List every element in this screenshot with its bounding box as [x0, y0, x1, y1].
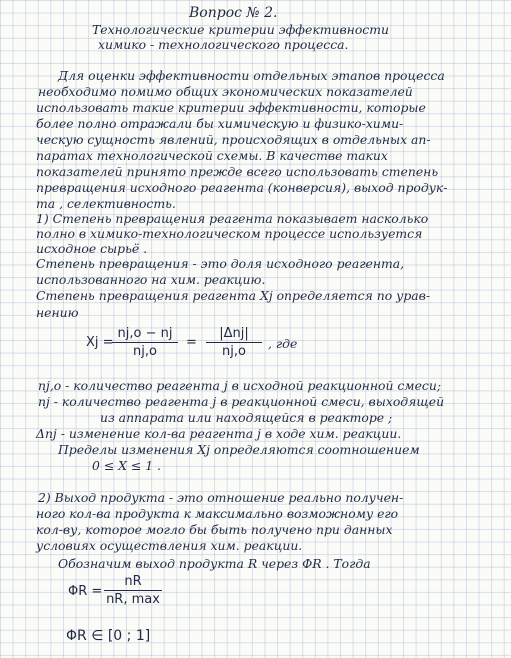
definition-line: из аппарата или находящейся в реакторе ; [100, 410, 393, 425]
fraction-bar [112, 342, 178, 343]
text-line: более полно отражали бы химическую и физико-хими- [36, 116, 404, 131]
topic-line-2: химико - технологического процесса. [98, 37, 349, 52]
text-line: Степень превращения - это доля исходного реагента, [36, 256, 405, 271]
formula-fraction [112, 326, 178, 359]
definition-line: nj,o - количество реагента j в исходной реакционной смеси; [38, 378, 442, 393]
definition-line: nj - количество реагента j в реакционной смеси, выходящей [38, 394, 445, 409]
formula-lhs: ΦR = [68, 584, 103, 599]
text-line: Обозначим выход продукта R через ΦR . Тогда [58, 556, 371, 571]
formula-fraction [206, 326, 262, 359]
formula-numerator: nj,o − nj [117, 326, 173, 341]
formula-range: ΦR ∈ [0 ; 1] [66, 628, 151, 644]
formula-denominator: nj,o [133, 344, 157, 359]
formula-equals: = [186, 335, 197, 350]
definition-line: Δnj - изменение кол-ва реагента j в ходе хим. реакции. [36, 426, 402, 441]
text-line: 1) Степень превращения реагента показывает насколько [36, 211, 429, 226]
formula-numerator: |Δnj| [219, 326, 249, 341]
text-line: ческую сущность явлений, происходящих в отдельных ап- [36, 132, 431, 147]
formula-lhs: Xj = [86, 335, 114, 350]
text-line: использованного на хим. реакцию. [36, 272, 266, 287]
text-line: Для оценки эффективности отдельных этапов процесса [58, 68, 445, 83]
text-line: паратах технологической схемы. В качестве таких [36, 148, 388, 163]
text-line: та , селективность. [36, 196, 176, 211]
text-line: необходимо помимо общих экономических показателей [38, 84, 413, 99]
definition-line: Пределы изменения Xj определяются соотношением [58, 442, 420, 457]
topic-line-1: Технологические критерии эффективности [92, 22, 389, 37]
formula-suffix: , где [268, 336, 298, 351]
formula-denominator: nR, max [106, 592, 160, 607]
text-line: нению [36, 305, 79, 320]
text-line: кол-ву, которое могло бы быть получено при данных [36, 522, 393, 537]
range-line: 0 ≤ X ≤ 1 . [92, 458, 161, 473]
formula-numerator: nR [124, 574, 142, 589]
text-line: условиях осуществления хим. реакции. [36, 538, 303, 553]
text-line: исходное сырьё . [36, 241, 148, 256]
text-line: использовать такие критерии эффективности, которые [36, 100, 426, 115]
formula-denominator: nj,o [222, 344, 246, 359]
fraction-bar [104, 590, 162, 591]
question-title: Вопрос № 2. [189, 5, 278, 21]
text-line: Степень превращения реагента Xj определяется по урав- [36, 288, 431, 303]
text-line: полно в химико-технологическом процессе используется [36, 226, 423, 241]
text-line: 2) Выход продукта - это отношение реально получен- [38, 490, 404, 505]
fraction-bar [206, 342, 262, 343]
text-line: превращения исходного реагента (конверсия), выход продук- [36, 180, 448, 195]
formula-fraction [104, 574, 162, 607]
text-line: показателей принято прежде всего использовать степень [36, 164, 439, 179]
text-line: ного кол-ва продукта к максимально возможному его [36, 506, 399, 521]
